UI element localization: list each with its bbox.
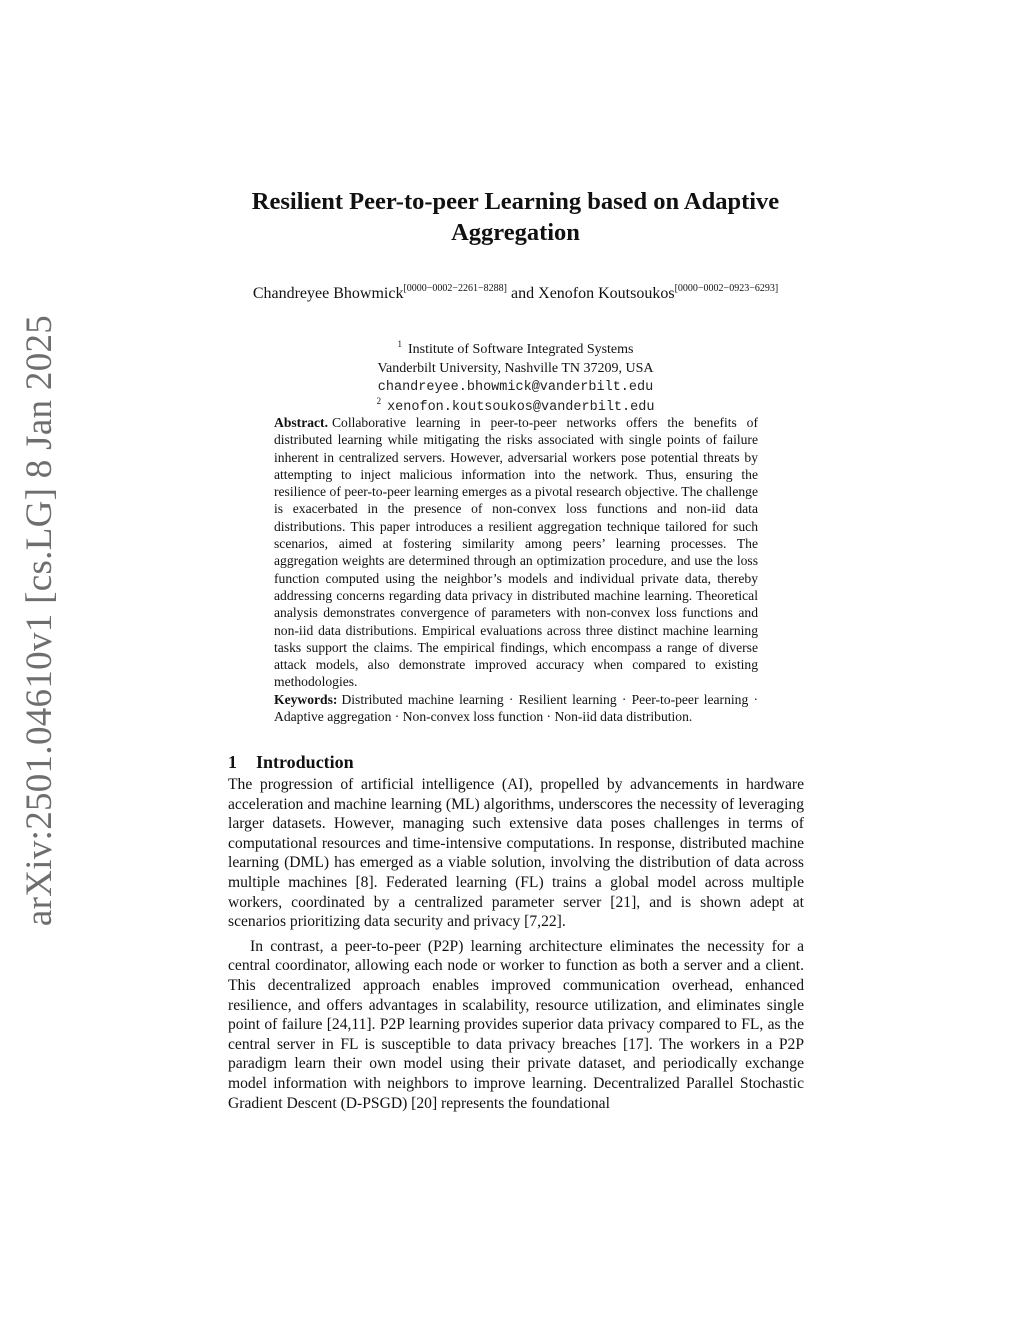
abstract-paragraph <box>274 414 758 691</box>
author-email-link[interactable]: xenofon.koutsoukos@vanderbilt.edu <box>387 400 655 415</box>
author-email-link[interactable]: chandreyee.bhowmick@vanderbilt.edu <box>377 380 654 395</box>
body-paragraph: The progression of artificial intelligence (AI), propelled by advancements in hardware acceleration and machine learning (ML) algorithms, underscores the necessity of leveraging larger datasets. However, managing such extensive data poses challenges in terms of computational resources and time-intensive computations. In response, distributed machine learning (DML) has emerged as a viable solution, involving the distribution of data across multiple machines [8]. Federated learning (FL) trains a global model across multiple workers, coordinated by a centralized parameter server [21], and is shown adept at scenarios prioritizing data security and privacy [7,22]. <box>228 776 804 931</box>
affiliation-mark: 1 <box>397 339 402 349</box>
author-name: Chandreyee Bhowmick <box>252 285 404 302</box>
body-paragraph: In contrast, a peer-to-peer (P2P) learning architecture eliminates the necessity for a central coordinator, allowing each node or worker to function as both a server and a client. This decentralized approach enables improved communication overhead, enhanced resilience, and offers advantages in scalability, resource utilization, and eliminates single point of failure [24,11]. P2P learning provides superior data privacy compared to FL, as the central server in FL is susceptible to data privacy breaches [17]. The workers in a P2P paradigm learn their own model using their private dataset, and periodically exchange model information with neighbors to improve learning. Decentralized Parallel Stochastic Gradient Descent (D-PSGD) [20] represents the foundational <box>228 937 804 1112</box>
affiliation-mark: 2 <box>376 396 382 406</box>
paper-title: Resilient Peer-to-peer Learning based on Adaptive Aggregation <box>251 188 780 246</box>
author-orcid: [0000−0002−2261−8288] <box>403 283 508 294</box>
section-title: Introduction <box>256 752 354 772</box>
keywords-text: Distributed machine learning · Resilient learning · Peer-to-peer learning · Adaptive aggregation · Non-convex loss function · Non-iid data distribution. <box>274 691 758 725</box>
author-list <box>228 284 803 303</box>
author-orcid: [0000−0002−0923−6293] <box>674 283 779 294</box>
affiliation-institute: Institute of Software Integrated Systems <box>407 342 634 357</box>
author-conjunction: and <box>511 285 535 302</box>
section-number: 1 <box>228 752 237 772</box>
arxiv-identifier-stamp <box>4 314 76 926</box>
affiliation-institute-line <box>228 340 803 359</box>
abstract-text: Collaborative learning in peer-to-peer networks offers the benefits of distributed learning while mitigating the risks associated with single points of failure inherent in centralized servers. However, adversarial workers pose potential threats by attempting to inject malicious information into the network. Thus, ensuring the resilience of peer-to-peer learning emerges as a pivotal research objective. The challenge is exacerbated in the presence of non-convex loss functions and non-iid data distributions. This paper introduces a resilient aggregation technique tailored for such scenarios, aimed at fostering similarity among peers’ learning processes. The aggregation weights are determined through an optimization procedure, and use the loss function computed using the neighbor’s models and individual private data, thereby addressing concerns regarding data privacy in distributed machine learning. Theoretical analysis demonstrates convergence of parameters with non-convex loss functions and non-iid data distributions. Empirical evaluations across three distinct machine learning tasks support the claims. The empirical findings, which encompass a range of diverse attack models, also demonstrate improved accuracy when compared to existing methodologies. <box>274 415 758 690</box>
keywords-paragraph <box>274 691 758 726</box>
section-body <box>228 775 804 1113</box>
author-name: Xenofon Koutsoukos <box>538 285 675 302</box>
arxiv-identifier-text: arXiv:2501.04610v1 [cs.LG] 8 Jan 2025 <box>19 314 61 926</box>
keywords-label: Keywords: <box>274 691 338 707</box>
affiliation-address: Vanderbilt University, Nashville TN 37209, USA <box>377 361 654 376</box>
section-heading <box>228 751 803 773</box>
affiliation-block <box>228 340 803 417</box>
abstract-label: Abstract. <box>274 415 328 430</box>
abstract-block <box>274 414 758 725</box>
